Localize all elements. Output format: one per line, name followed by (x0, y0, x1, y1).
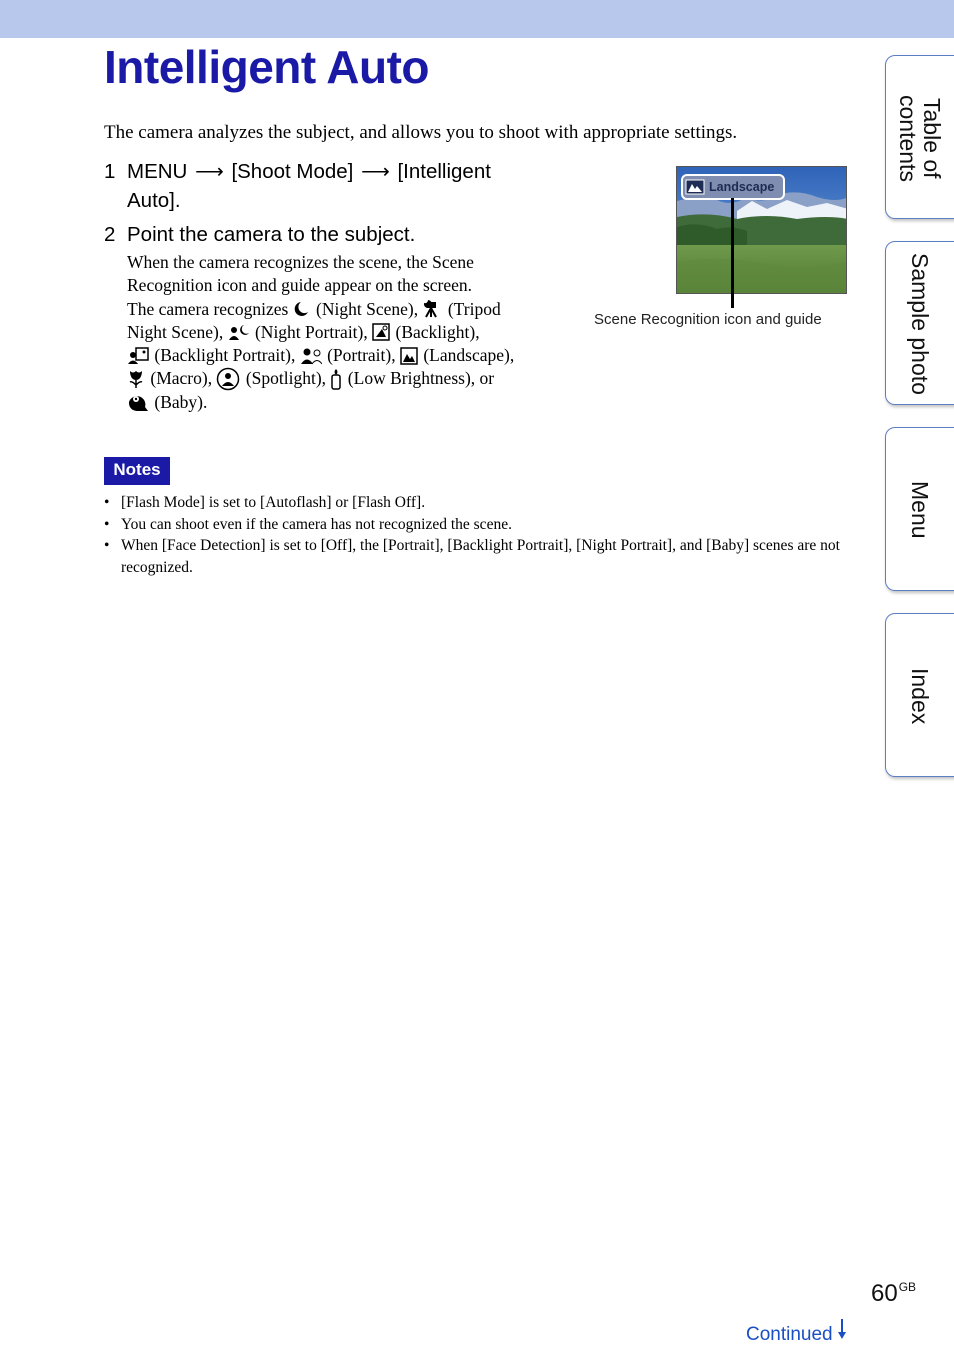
night-portrait-icon (228, 323, 250, 341)
landscape-photo (676, 166, 847, 294)
top-banner (0, 0, 954, 38)
note-item (104, 535, 844, 578)
figure-caption: Scene Recognition icon and guide (594, 311, 822, 328)
page-title: Intelligent Auto (104, 41, 430, 93)
scene-label: (Night Portrait), (254, 321, 368, 342)
step-number: 2 (104, 223, 116, 246)
step-1-line-2: Auto]. (127, 189, 181, 212)
tab-table-of-contents[interactable] (885, 55, 954, 219)
scene-list-line (127, 321, 567, 344)
step-1-line-1 (127, 157, 491, 187)
arrow-right-icon: ⟶ (361, 161, 390, 183)
arrow-down-icon (837, 1318, 847, 1340)
tab-menu[interactable] (885, 427, 954, 591)
scene-label: (Backlight), (395, 321, 480, 342)
page-number-suffix: GB (898, 1280, 917, 1294)
intro-paragraph: The camera analyzes the subject, and allows you to shoot with appropriate settings. (104, 122, 738, 143)
scene-label: (Macro), (150, 368, 213, 389)
scene-label: (Spotlight), (245, 368, 327, 389)
callout-leader-line (731, 198, 734, 308)
step-2-description (127, 251, 567, 414)
macro-icon (127, 369, 145, 389)
scene-list-line (127, 367, 567, 390)
tab-label: Table of contents (895, 94, 945, 182)
scene-label: (Baby). (154, 391, 208, 412)
scene-list-line (127, 391, 567, 414)
tab-sample-photo[interactable] (885, 241, 954, 405)
desc-line: Recognition icon and guide appear on the screen. (127, 275, 473, 296)
tripod-night-scene-icon (422, 299, 442, 319)
notes-label: Notes (104, 457, 170, 485)
arrow-right-icon: ⟶ (195, 161, 224, 183)
scene-label: (Low Brightness), or (347, 368, 495, 389)
spotlight-icon (216, 367, 240, 391)
desc-line: When the camera recognizes the scene, the Scene (127, 252, 474, 272)
shoot-mode-label: [Shoot Mode] (231, 160, 354, 183)
scene-list-line (127, 344, 567, 367)
low-brightness-icon (330, 368, 342, 390)
note-text: [Flash Mode] is set to [Autoflash] or [Flash Off]. (121, 494, 426, 511)
recognizes-prefix: The camera recognizes (127, 298, 289, 319)
tab-label: Menu (907, 481, 933, 539)
scene-label: Night Scene), (127, 321, 224, 342)
scene-overlay-label: Landscape (709, 180, 775, 194)
portrait-icon (300, 347, 322, 365)
scene-label: (Backlight Portrait), (154, 345, 296, 366)
continued-label: Continued (746, 1324, 833, 1345)
note-text: When [Face Detection] is set to [Off], the [Portrait], [Backlight Portrait], [Night Portrait], and [Baby] scenes are not recognized. (121, 537, 840, 576)
note-item (104, 492, 844, 514)
bullet: • (104, 515, 110, 533)
step-number: 1 (104, 160, 116, 183)
note-item (104, 514, 844, 536)
backlight-icon (372, 323, 390, 341)
notes-list (104, 492, 844, 578)
intelligent-label: [Intelligent (397, 160, 491, 183)
tab-index[interactable] (885, 613, 954, 777)
bullet: • (104, 537, 110, 554)
landscape-icon (400, 347, 418, 365)
note-text: You can shoot even if the camera has not recognized the scene. (121, 515, 512, 533)
backlight-portrait-icon (127, 347, 149, 365)
menu-label: MENU (127, 160, 188, 183)
page-number (871, 1280, 916, 1308)
scene-list-line (127, 298, 567, 321)
bullet: • (104, 494, 110, 511)
page-number-value: 60 (871, 1280, 898, 1307)
scene-label: (Tripod (447, 298, 501, 319)
baby-icon (127, 392, 149, 412)
scene-label: (Portrait), (327, 345, 396, 366)
scene-label: (Landscape), (423, 345, 515, 366)
tab-label: Index (907, 667, 933, 725)
continued-link[interactable] (746, 1318, 847, 1346)
tab-label: Sample photo (907, 253, 933, 395)
scene-label: (Night Scene), (316, 298, 419, 319)
night-scene-icon (293, 300, 311, 318)
step-2-heading: Point the camera to the subject. (127, 223, 416, 246)
